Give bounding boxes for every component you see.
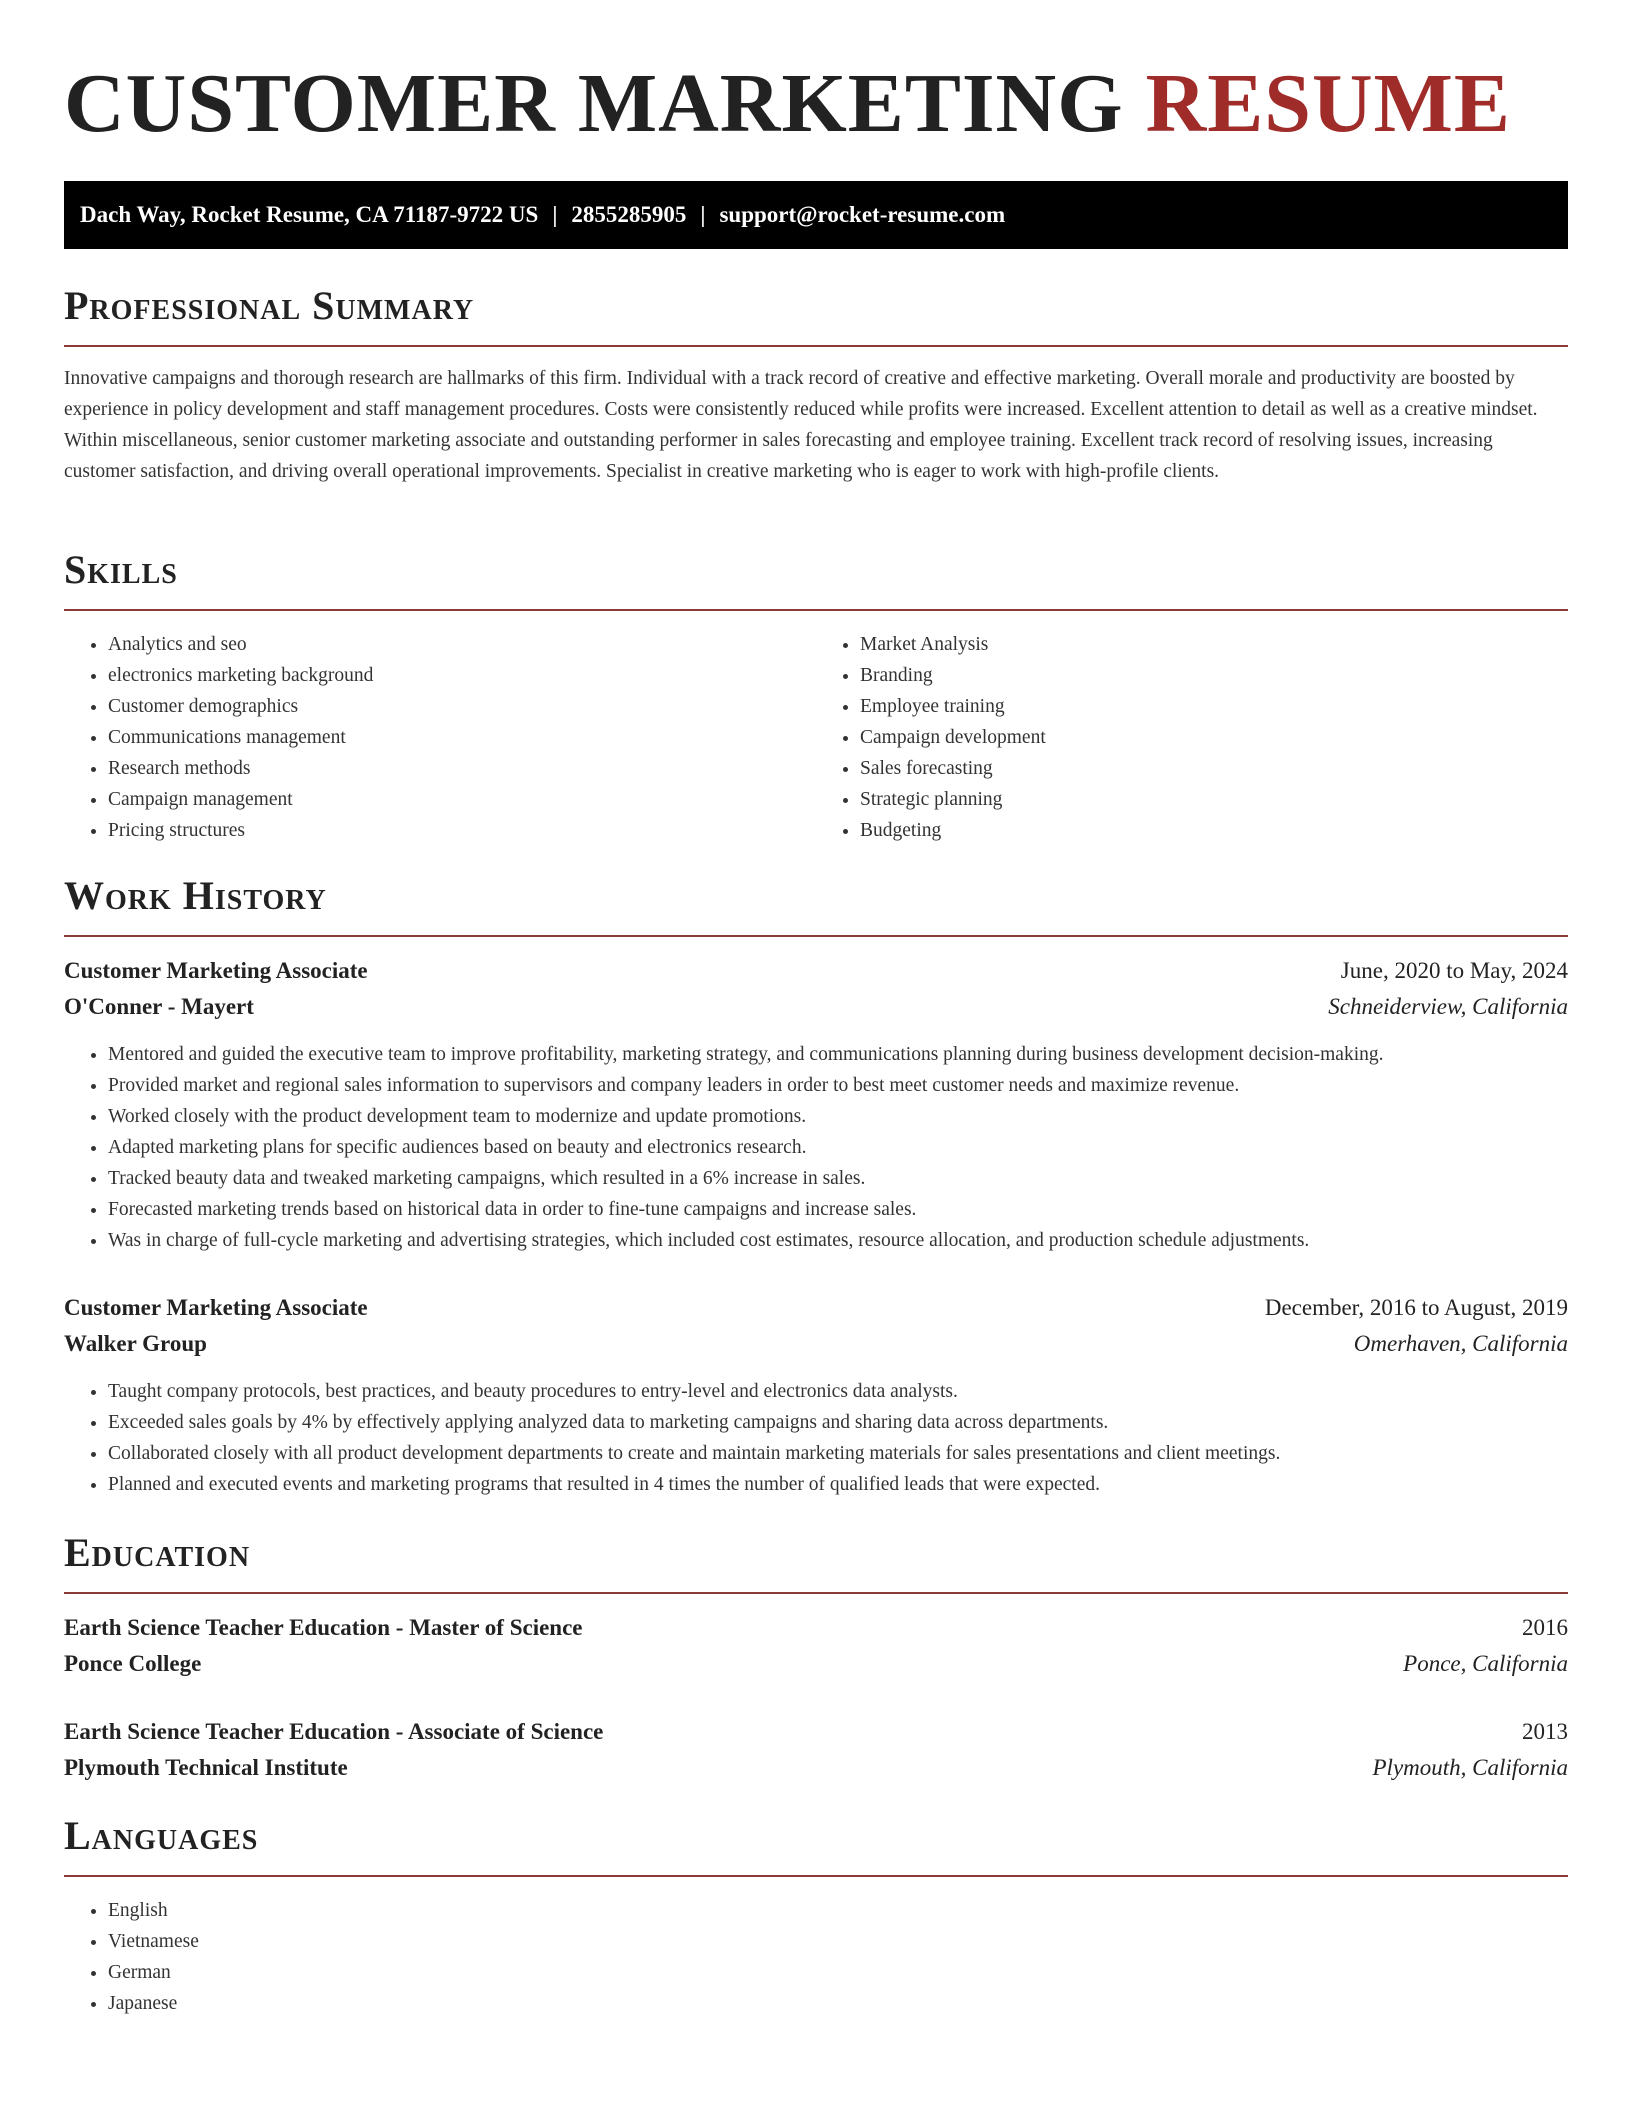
contact-bar	[64, 181, 1568, 249]
education-school: Ponce College	[64, 1651, 202, 1676]
language-item: • German	[108, 1957, 1568, 1988]
job-company: Walker Group	[64, 1331, 207, 1356]
title-main: CUSTOMER MARKETING	[64, 57, 1124, 150]
job-bullet: • Mentored and guided the executive team to improve profitability, marketing strategy, and communications planning during business development decision-making.	[108, 1039, 1568, 1070]
education-year: 2013	[1522, 1719, 1568, 1744]
skills-columns	[64, 629, 1568, 846]
skill-item: • Budgeting	[860, 815, 1568, 846]
job-bullet: • Tracked beauty data and tweaked marketing campaigns, which resulted in a 6% increase in sales.	[108, 1163, 1568, 1194]
job-bullet: • Planned and executed events and marketing programs that resulted in 4 times the number of qualified leads that were expected.	[108, 1469, 1568, 1500]
skill-item: • Customer demographics	[108, 691, 816, 722]
section-divider	[64, 1875, 1568, 1877]
work-section	[64, 873, 1568, 1500]
education-location: Ponce, California	[1403, 1651, 1568, 1676]
job-company: O'Conner - Mayert	[64, 994, 254, 1019]
job-header	[64, 1290, 1568, 1326]
education-location: Plymouth, California	[1372, 1755, 1568, 1780]
title-accent: RESUME	[1145, 57, 1511, 150]
job-title: Customer Marketing Associate	[64, 1295, 368, 1320]
languages-section	[64, 1813, 1568, 2019]
skills-section	[64, 547, 1568, 846]
job-bullets	[64, 1376, 1568, 1500]
section-divider	[64, 1592, 1568, 1594]
education-degree: Earth Science Teacher Education - Master of Science	[64, 1615, 583, 1640]
skill-item: • Communications management	[108, 722, 816, 753]
section-divider	[64, 935, 1568, 937]
job-location: Omerhaven, California	[1353, 1331, 1568, 1356]
skill-item: • Employee training	[860, 691, 1568, 722]
job-bullets	[64, 1039, 1568, 1256]
education-year: 2016	[1522, 1615, 1568, 1640]
skill-item: • Branding	[860, 660, 1568, 691]
skills-list-right	[816, 629, 1568, 846]
skill-item: • Strategic planning	[860, 784, 1568, 815]
contact-separator: |	[552, 202, 558, 227]
job-bullet: • Forecasted marketing trends based on historical data in order to fine-tune campaigns and increase sales.	[108, 1194, 1568, 1225]
job-bullet: • Exceeded sales goals by 4% by effectively applying analyzed data to marketing campaigns and sharing data across departments.	[108, 1407, 1568, 1438]
job-header	[64, 953, 1568, 989]
job-bullet: • Collaborated closely with all product development departments to create and maintain marketing materials for sales presentations and client meetings.	[108, 1438, 1568, 1469]
contact-address: Dach Way, Rocket Resume, CA 71187-9722 US	[80, 202, 539, 227]
job-subheader	[64, 989, 1568, 1025]
skill-item: • electronics marketing background	[108, 660, 816, 691]
education-subheader	[64, 1750, 1568, 1786]
skill-item: • Analytics and seo	[108, 629, 816, 660]
skill-item: • Market Analysis	[860, 629, 1568, 660]
education-degree: Earth Science Teacher Education - Associate of Science	[64, 1719, 604, 1744]
skill-item: • Campaign development	[860, 722, 1568, 753]
job-bullet: • Provided market and regional sales information to supervisors and company leaders in order to best meet customer needs and maximize revenue.	[108, 1070, 1568, 1101]
skill-item: • Research methods	[108, 753, 816, 784]
job-subheader	[64, 1326, 1568, 1362]
language-item: • English	[108, 1895, 1568, 1926]
job-bullet: • Worked closely with the product development team to modernize and update promotions.	[108, 1101, 1568, 1132]
work-heading: Work History	[64, 873, 327, 918]
summary-text: Innovative campaigns and thorough research are hallmarks of this firm. Individual with a track record of creative and effective marketing. Overall morale and productivity are boosted by experience in policy development and staff management procedures. Costs were consistently reduced while profits were increased. Excellent attention to detail as well as a creative mindset. Within miscellaneous, senior customer marketing associate and outstanding performer in sales forecasting and employee training. Excellent track record of resolving issues, increasing customer satisfaction, and driving overall operational improvements. Specialist in creative marketing who is eager to work with high-profile clients.	[64, 368, 1538, 482]
languages-heading: Languages	[64, 1813, 259, 1858]
section-divider	[64, 345, 1568, 347]
job-bullet: • Taught company protocols, best practices, and beauty procedures to entry-level and electronics data analysts.	[108, 1376, 1568, 1407]
skill-item: • Pricing structures	[108, 815, 816, 846]
summary-section	[64, 283, 1568, 487]
education-school: Plymouth Technical Institute	[64, 1755, 348, 1780]
languages-list	[64, 1895, 1568, 2019]
skill-item: • Campaign management	[108, 784, 816, 815]
contact-separator: |	[700, 202, 706, 227]
job-entry	[64, 953, 1568, 1256]
skill-item: • Sales forecasting	[860, 753, 1568, 784]
contact-email[interactable]: support@rocket-resume.com	[719, 202, 1006, 227]
education-heading: Education	[64, 1530, 251, 1575]
job-title: Customer Marketing Associate	[64, 958, 368, 983]
summary-heading: Professional Summary	[64, 283, 475, 328]
skills-list-left	[64, 629, 816, 846]
job-dates: June, 2020 to May, 2024	[1340, 958, 1568, 983]
education-entry	[64, 1714, 1568, 1786]
contact-phone: 2855285905	[571, 202, 687, 227]
education-subheader	[64, 1646, 1568, 1682]
resume-title	[64, 58, 1568, 150]
education-entry	[64, 1610, 1568, 1682]
language-item: • Japanese	[108, 1988, 1568, 2019]
job-dates: December, 2016 to August, 2019	[1264, 1295, 1568, 1320]
section-divider	[64, 609, 1568, 611]
job-location: Schneiderview, California	[1328, 994, 1568, 1019]
skills-heading: Skills	[64, 547, 178, 592]
education-header	[64, 1610, 1568, 1646]
education-header	[64, 1714, 1568, 1750]
language-item: • Vietnamese	[108, 1926, 1568, 1957]
job-bullet: • Was in charge of full-cycle marketing and advertising strategies, which included cost estimates, resource allocation, and production schedule adjustments.	[108, 1225, 1568, 1256]
education-section	[64, 1530, 1568, 1786]
job-entry	[64, 1290, 1568, 1500]
resume-page	[64, 0, 1568, 2014]
job-bullet: • Adapted marketing plans for specific audiences based on beauty and electronics research.	[108, 1132, 1568, 1163]
